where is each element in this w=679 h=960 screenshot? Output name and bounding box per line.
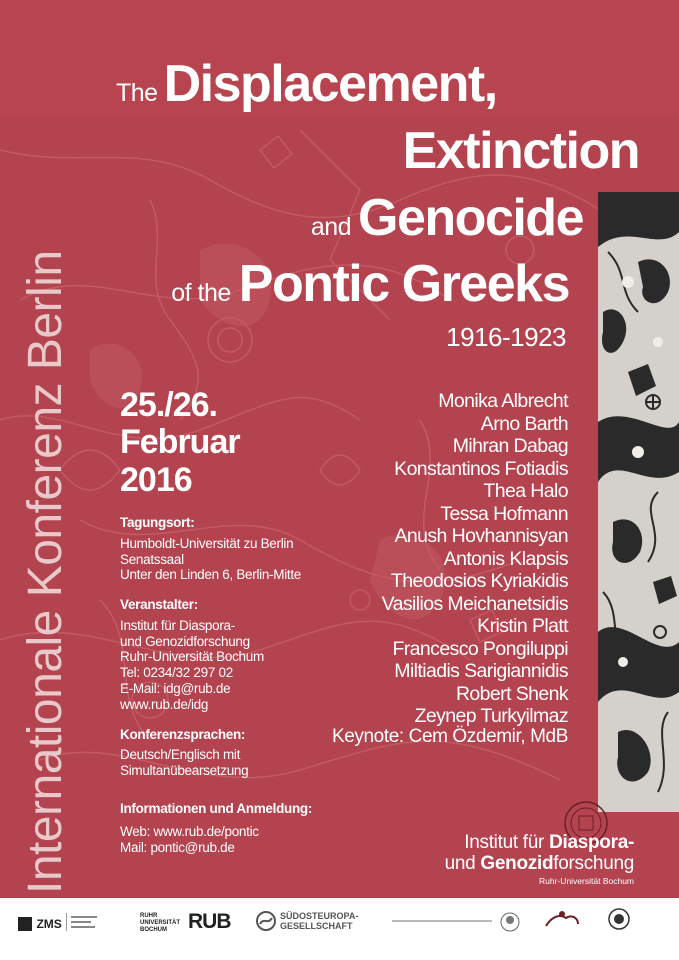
title-word-the: The (116, 79, 158, 107)
title-years: 1916-1923 (446, 322, 566, 352)
organizer-heading: Veranstalter: (120, 597, 198, 613)
info-column (120, 515, 350, 869)
registration-web[interactable]: Web: www.rub.de/pontic (120, 823, 259, 839)
languages-heading: Konferenzsprachen: (120, 726, 246, 742)
foundation-globe-icon (604, 908, 634, 932)
sog-circle-icon (256, 911, 276, 931)
organizer-line: Ruhr-Universität Bochum (120, 649, 264, 665)
speaker-name: Robert Shenk (455, 682, 568, 705)
bmbf-logo-icon (66, 913, 101, 931)
artwork-photo (598, 192, 679, 812)
registration-heading: Informationen und Anmeldung: (120, 800, 313, 816)
keynote: Keynote: Cem Özdemir, MdB (331, 726, 568, 747)
institute-line-2 (445, 853, 634, 874)
rub-small-logo: RUHR UNIVERSITÄT BOCHUM (140, 913, 181, 933)
speaker-name: Francesco Pongiluppi (392, 637, 568, 660)
registration-section (120, 801, 350, 855)
languages-line: Simultanübearsetzung (120, 763, 249, 779)
institute-text: und (444, 853, 481, 874)
institute-text-bold: Diaspora- (549, 832, 634, 853)
languages-line: Deutsch/Englisch mit (120, 747, 241, 763)
title-line-4 (171, 255, 569, 313)
speaker-list (382, 390, 568, 728)
organizer-line: Institut für Diaspora- (120, 617, 235, 633)
speaker-name: Miltiadis Sarigiannidis (394, 660, 568, 682)
venue-line: Unter den Linden 6, Berlin-Mitte (120, 567, 302, 583)
title-word-extinction: Extinction (402, 122, 639, 180)
footer-logo-bar (0, 898, 679, 960)
rub-logo: RUB (188, 910, 231, 933)
date-month: Februar (120, 423, 240, 462)
venue-line: Senatssaal (120, 551, 184, 567)
speaker-name: Theodosios Kyriakidis (390, 570, 568, 592)
zms-mark-icon (18, 917, 32, 931)
title-word-of-the: of the (171, 279, 231, 307)
speaker-name: Zeynep Turkyilmaz (414, 705, 568, 727)
organizer-phone: Tel: 0234/32 297 02 (120, 665, 233, 681)
organizer-section (120, 597, 350, 712)
vertical-conference-title: Internationale Konferenz Berlin (19, 250, 72, 894)
speaker-name: Anush Hovhannisyan (394, 525, 568, 547)
title-line-1 (116, 55, 497, 113)
institute-line-1 (445, 832, 634, 853)
institute-logo (445, 832, 634, 886)
humboldt-logo-icon (392, 920, 492, 922)
speaker-name: Vasilios Meichanetsidis (381, 592, 568, 615)
association-rider-icon (542, 908, 582, 932)
speaker-name: Thea Halo (483, 480, 568, 502)
venue-section (120, 515, 350, 583)
title-word-and: and (310, 213, 352, 241)
title-word-pontic-greeks: Pontic Greeks (238, 255, 569, 313)
institute-university: Ruhr-Universität Bochum (539, 876, 634, 886)
title-word-genocide: Genocide (358, 189, 583, 247)
title-line-3 (310, 189, 583, 247)
sog-logo-line: SÜDOSTEUROPA- (280, 911, 359, 921)
speaker-name: Kristin Platt (477, 615, 568, 637)
date-year: 2016 (120, 460, 192, 499)
title-word-displacement: Displacement, (163, 55, 497, 113)
languages-section (120, 727, 350, 779)
sog-logo (280, 911, 358, 931)
speaker-name: Konstantinos Fotiadis (394, 457, 568, 480)
institute-text: forschung (553, 853, 634, 874)
registration-mail[interactable]: Mail: pontic@rub.de (120, 839, 235, 855)
humboldt-seal-icon (500, 912, 520, 932)
sog-logo-line: GESELLSCHAFT (280, 921, 353, 931)
artwork-drawing (598, 192, 679, 812)
speaker-name: Mihran Dabag (452, 435, 568, 457)
venue-line: Humboldt-Universität zu Berlin (120, 535, 294, 551)
organizer-email[interactable]: E-Mail: idg@rub.de (120, 681, 231, 697)
speaker-name: Antonis Klapsis (443, 547, 568, 570)
conference-dates (120, 387, 240, 499)
title-line-2 (402, 122, 639, 180)
organizer-website[interactable]: www.rub.de/idg (120, 696, 209, 712)
speaker-name: Monika Albrecht (438, 390, 568, 412)
speaker-name: Tessa Hofmann (440, 502, 568, 525)
venue-heading: Tagungsort: (120, 515, 195, 530)
institute-text-bold: Genozid (480, 853, 554, 874)
speaker-name: Arno Barth (480, 412, 568, 435)
zms-logo-text: ZMS (36, 916, 62, 931)
date-days: 25./26. (120, 386, 217, 424)
institute-text: Institut für (464, 832, 550, 853)
organizer-line: und Genozidforschung (120, 633, 250, 649)
zms-logo (18, 915, 62, 933)
